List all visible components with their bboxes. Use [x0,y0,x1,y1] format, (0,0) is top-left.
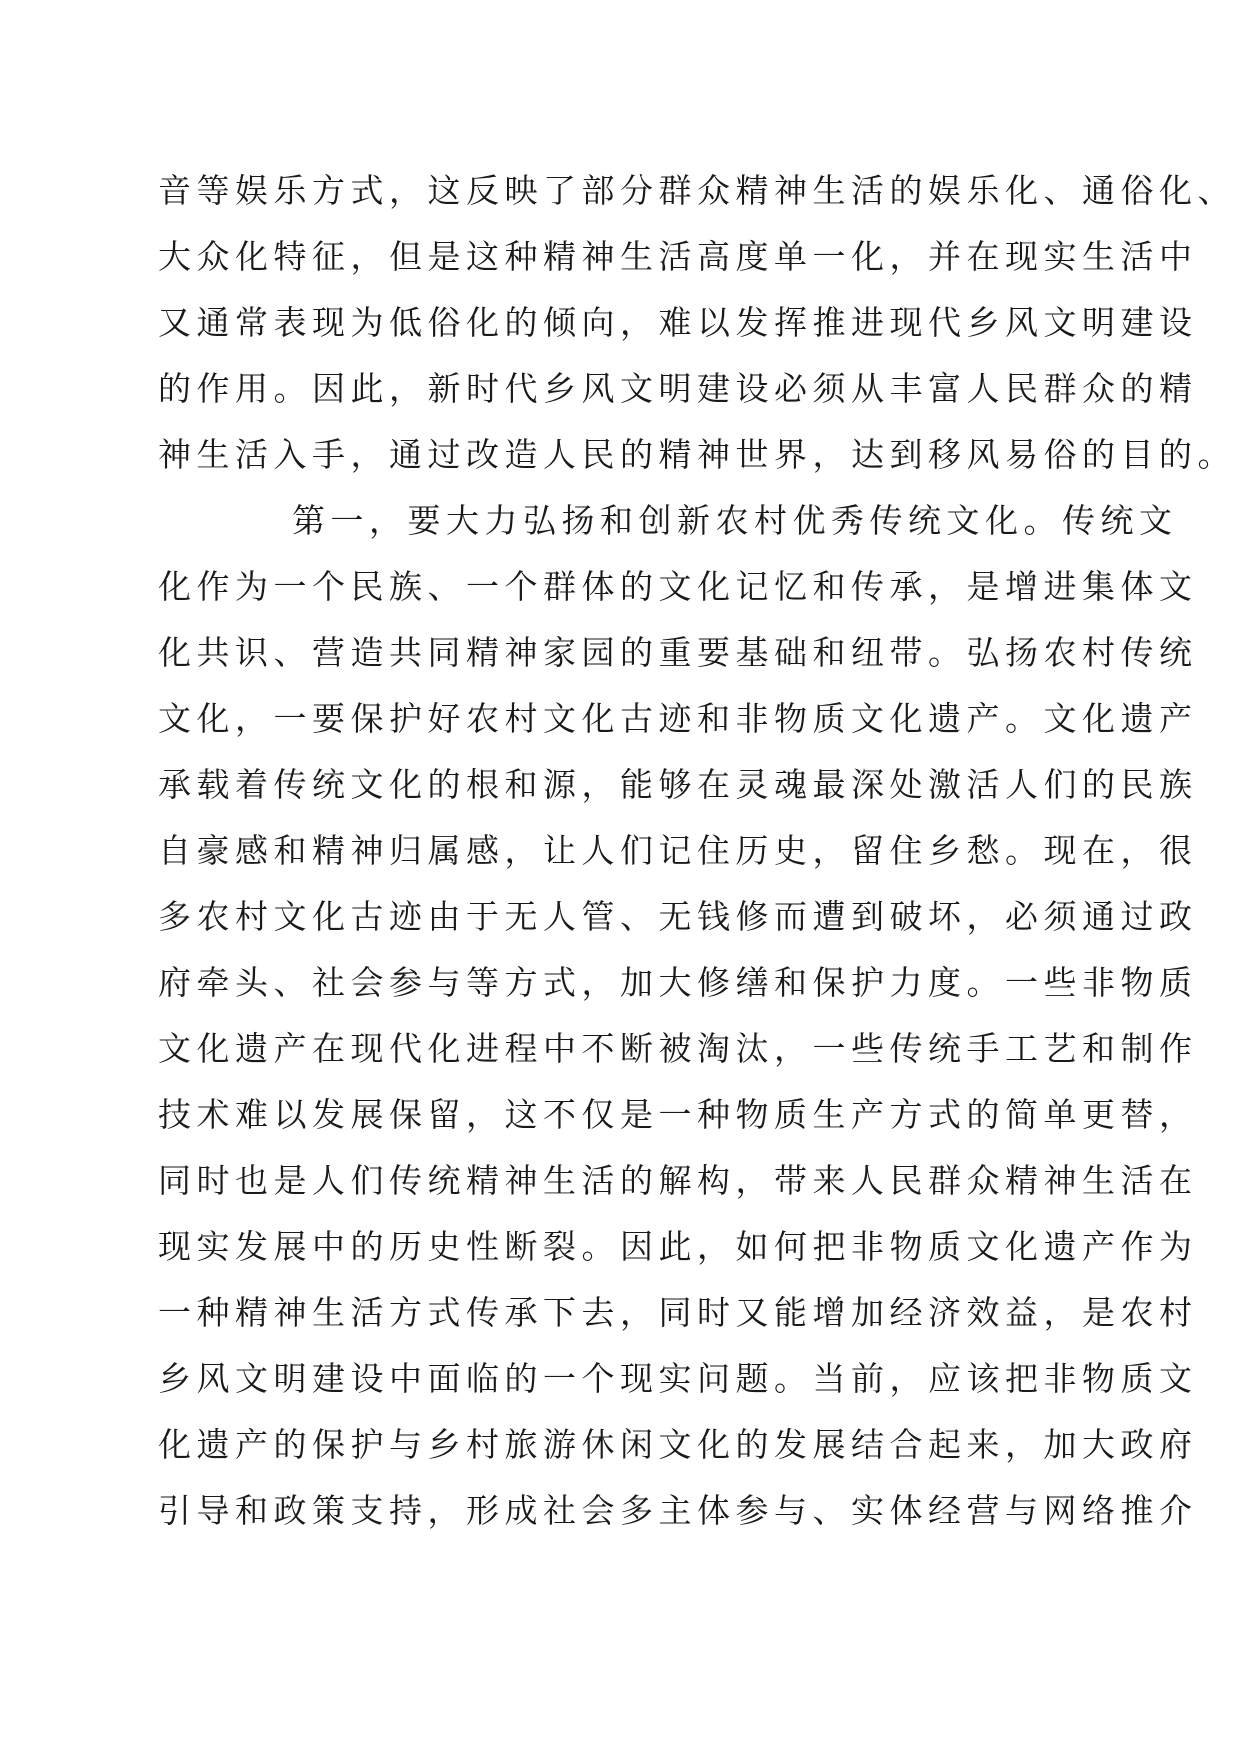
text-line: 大众化特征，但是这种精神生活高度单一化，并在现实生活中 [158,237,1198,276]
text-line: 的作用。因此，新时代乡风文明建设必须从丰富人民群众的精 [158,369,1198,408]
text-line: 承载着传统文化的根和源，能够在灵魂最深处激活人们的民族 [158,765,1198,804]
text-line: 神生活入手，通过改造人民的精神世界，达到移风易俗的目的。 [158,435,1236,474]
text-line: 文化，一要保护好农村文化古迹和非物质文化遗产。文化遗产 [158,699,1198,738]
text-line: 化作为一个民族、一个群体的文化记忆和传承，是增进集体文 [158,567,1198,606]
text-line: 引导和政策支持，形成社会多主体参与、实体经营与网络推介 [158,1491,1198,1530]
text-line: 多农村文化古迹由于无人管、无钱修而遭到破坏，必须通过政 [158,897,1198,936]
text-line: 技术难以发展保留，这不仅是一种物质生产方式的简单更替， [158,1095,1198,1134]
body-text [158,158,1236,1544]
text-line: 府牵头、社会参与等方式，加大修缮和保护力度。一些非物质 [158,963,1198,1002]
text-line: 文化遗产在现代化进程中不断被淘汰，一些传统手工艺和制作 [158,1029,1198,1068]
text-line: 自豪感和精神归属感，让人们记住历史，留住乡愁。现在，很 [158,831,1198,870]
text-line: 乡风文明建设中面临的一个现实问题。当前，应该把非物质文 [158,1359,1198,1398]
paragraph-start-line: 第一，要大力弘扬和创新农村优秀传统文化。传统文 [292,501,1178,540]
text-line: 化共识、营造共同精神家园的重要基础和纽带。弘扬农村传统 [158,633,1198,672]
text-line: 一种精神生活方式传承下去，同时又能增加经济效益，是农村 [158,1293,1198,1332]
text-line: 化遗产的保护与乡村旅游休闲文化的发展结合起来，加大政府 [158,1425,1198,1464]
text-line: 音等娱乐方式，这反映了部分群众精神生活的娱乐化、通俗化、 [158,171,1236,210]
text-line: 同时也是人们传统精神生活的解构，带来人民群众精神生活在 [158,1161,1198,1200]
text-line: 现实发展中的历史性断裂。因此，如何把非物质文化遗产作为 [158,1227,1198,1266]
text-line: 又通常表现为低俗化的倾向，难以发挥推进现代乡风文明建设 [158,303,1198,342]
